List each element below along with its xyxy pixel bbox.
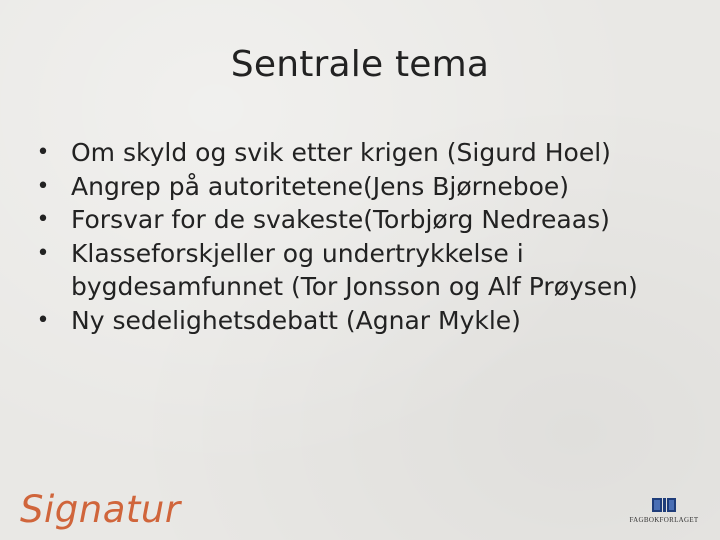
- bullet-marker: •: [36, 140, 50, 165]
- bullet-item: [36, 170, 696, 204]
- bullet-list: [36, 136, 696, 337]
- bullet-item: [36, 237, 696, 304]
- signatur-logo: Signatur: [20, 488, 181, 531]
- publisher-name: FAGBOKFORLAGET: [629, 516, 699, 524]
- bullet-text: Angrep på autoritetene(Jens Bjørneboe): [71, 171, 570, 201]
- bullet-item: [36, 136, 696, 170]
- book-icon: [651, 496, 677, 514]
- bullet-text: Klasseforskjeller og undertrykkelse i bygdesamfunnet (Tor Jonsson og Alf Prøysen): [71, 238, 638, 301]
- bullet-text: Forsvar for de svakeste(Torbjørg Nedreaas): [71, 205, 610, 234]
- bullet-marker: •: [36, 207, 50, 232]
- bullet-text: Om skyld og svik etter krigen (Sigurd Hoel): [71, 138, 611, 167]
- bullet-text: Ny sedelighetsdebatt (Agnar Mykle): [71, 305, 521, 335]
- bullet-item: [36, 304, 696, 338]
- bullet-marker: •: [36, 173, 50, 199]
- slide-title: Sentrale tema: [230, 44, 490, 85]
- bullet-marker: •: [36, 240, 50, 266]
- bullet-item: [36, 203, 696, 237]
- bullet-marker: •: [36, 307, 50, 333]
- publisher-logo: [628, 496, 700, 530]
